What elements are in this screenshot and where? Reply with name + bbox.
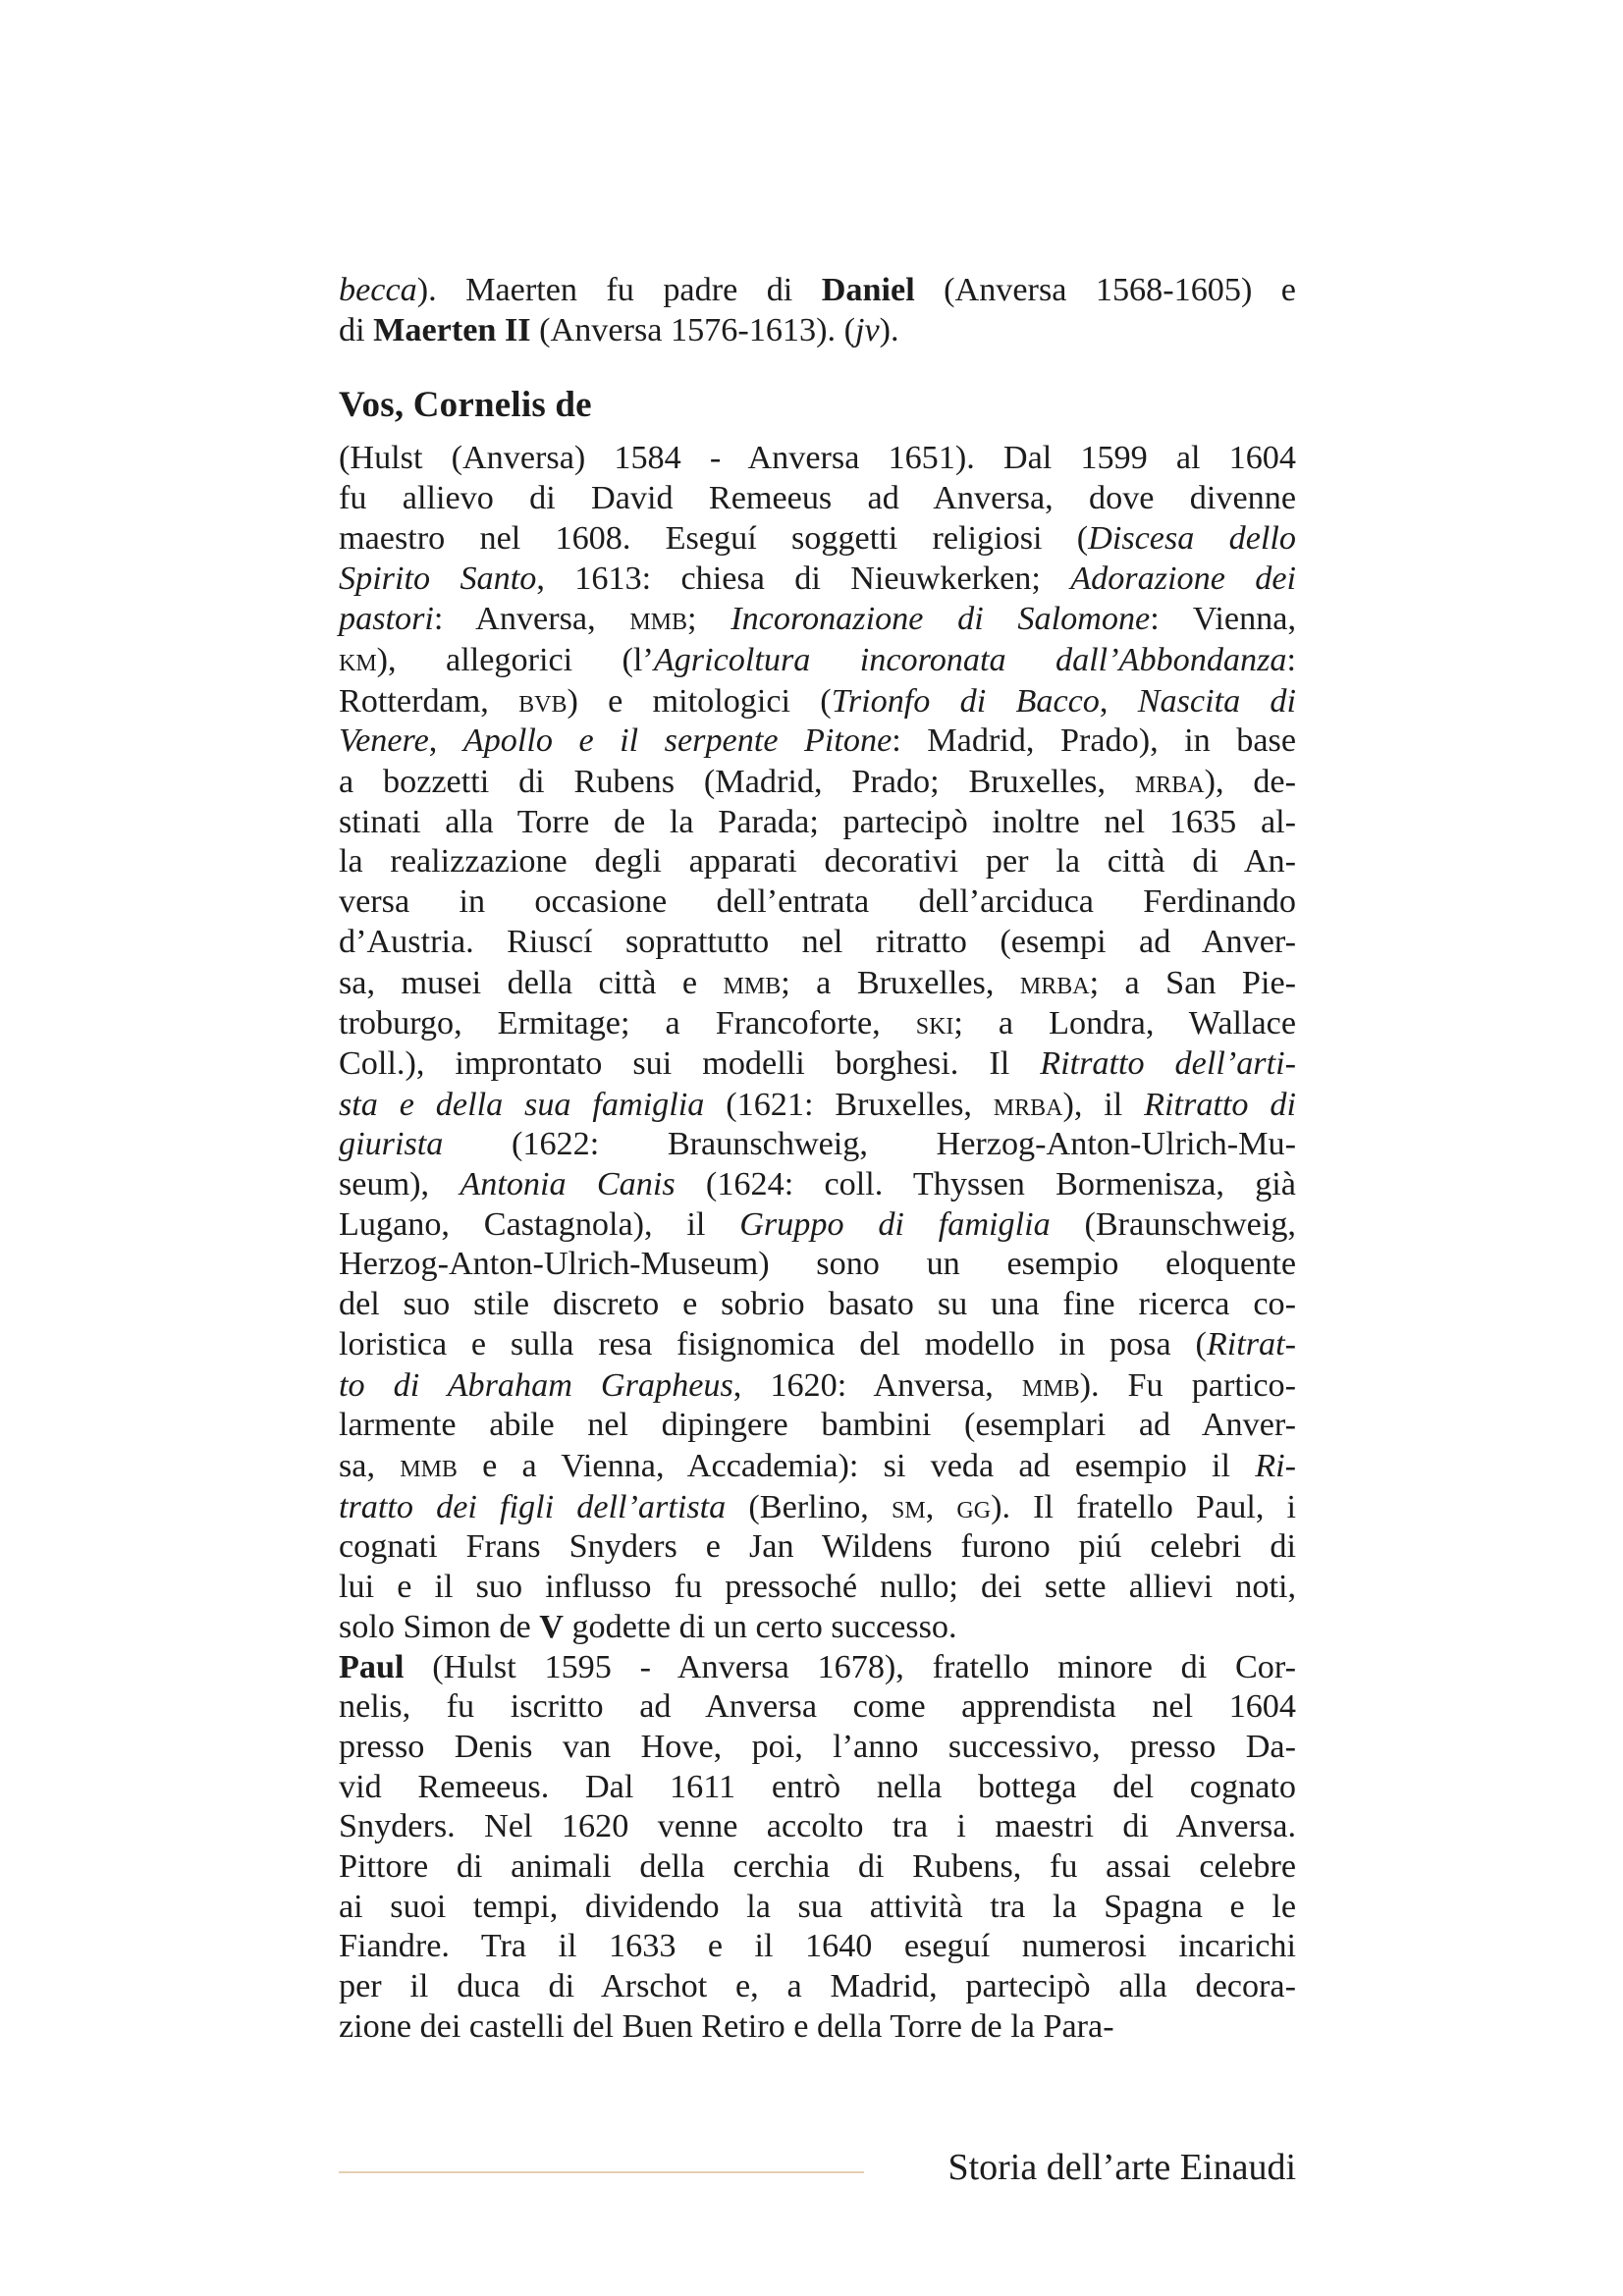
text-line [339,1888,1296,1928]
page-footer [339,2144,1296,2191]
text-line [339,803,1296,843]
text-line [339,1648,1296,1688]
text-run: ; a Londra, Wallace [953,1005,1297,1042]
italic-run: becca [339,272,417,308]
small-caps-run: ski [915,1003,954,1042]
small-caps-run: km [339,639,377,678]
text-run: (1622: Braunschweig, Herzog-Anton-Ulrich-Mu- [443,1126,1296,1163]
text-run: : Madrid, Prado), in base [892,722,1297,760]
small-caps-run: mmb [1021,1364,1080,1404]
text-run: Rotterdam, [339,682,519,720]
bold-run: V [539,1608,564,1645]
text-line [339,311,1296,351]
text-line [339,1003,1296,1044]
italic-run: Ri- [1255,1447,1296,1484]
text-run: ). [879,311,899,348]
text-run: versa in occasione dell’entrata dell’arciduca Ferdinando [339,883,1296,921]
text-run: Herzog-Anton-Ulrich-Museum) sono un esempio eloquente [339,1246,1296,1283]
text-run: seum), [339,1166,460,1203]
text-run: Coll.), improntato sui modelli borghesi. Il [339,1044,1041,1082]
text-run: fu allievo di David Remeeus ad Anversa, dove divenne [339,480,1296,517]
text-run: (Berlino, [726,1488,893,1525]
text-run: sa, [339,1447,401,1484]
text-line [339,1285,1296,1325]
text-line [339,479,1296,519]
cornelis-paragraph [339,439,1296,1647]
entry-heading: Vos, Cornelis de [339,385,592,426]
text-line [339,1768,1296,1808]
text-line [339,762,1296,803]
italic-run: Discesa dello [1088,519,1296,557]
text-run: a bozzetti di Rubens (Madrid, Prado; Bruxelles, [339,764,1135,801]
text-run: , [428,722,463,760]
text-run: ). Il fratello Paul, i [991,1488,1297,1525]
text-line [339,1365,1296,1407]
text-line [339,1728,1296,1768]
text-line [339,271,1296,311]
text-run: nelis, fu iscritto ad Anversa come apprendista nel 1604 [339,1688,1296,1726]
small-caps-run: mmb [723,962,782,1001]
text-run: , [925,1488,957,1525]
text-line [339,439,1296,479]
intro-paragraph [339,271,1296,350]
text-line [339,1967,1296,2007]
text-run: ; a San Pie- [1089,964,1297,1001]
text-line [339,1165,1296,1205]
text-run: ai suoi tempi, dividendo la sua attività tra la Spagna e le [339,1888,1296,1925]
text-run: (Braunschweig, [1050,1205,1296,1243]
text-run: Fiandre. Tra il 1633 e il 1640 eseguí numerosi incarichi [339,1928,1296,1965]
small-caps-run: mrba [1134,762,1205,801]
text-line [339,1927,1296,1967]
text-run: (Anversa 1576-1613). ( [530,311,855,348]
text-line [339,1608,1296,1648]
text-line [339,1847,1296,1888]
text-line [339,2007,1296,2048]
text-run: godette di un certo successo. [563,1608,957,1645]
small-caps-run: mmb [629,599,688,638]
paul-paragraph [339,1648,1296,2048]
text-run: (Anversa 1568-1605) e [914,272,1296,308]
text-run: ), de- [1204,764,1296,801]
italic-run: Agricoltura incoronata dall’Abbondanza [653,641,1287,678]
text-run: zione dei castelli del Buen Retiro e della Torre de la Para- [339,2007,1114,2045]
italic-run: Ritratto di [1144,1086,1296,1123]
text-run: per il duca di Arschot e, a Madrid, partecipò alla decora- [339,1968,1296,2005]
text-run: ), il [1062,1086,1145,1123]
text-line [339,1406,1296,1446]
text-line [339,1687,1296,1728]
small-caps-run: sm [892,1486,926,1525]
italic-run: pastori [339,601,434,638]
text-run: ) e mitologici ( [567,682,832,720]
italic-run: Trionfo di Bacco [831,682,1100,720]
text-run: presso Denis van Hove, poi, l’anno successivo, presso Da- [339,1728,1296,1765]
text-run: , [1099,682,1138,720]
italic-run: Spirito Santo [339,560,537,597]
text-run: sa, musei della città e [339,964,724,1001]
small-caps-run: mrba [1019,962,1090,1001]
text-run: ), allegorici (l’ [376,641,654,678]
text-line [339,1568,1296,1608]
text-run: del suo stile discreto e sobrio basato su una fine ricerca co- [339,1286,1296,1323]
text-line [339,1245,1296,1285]
text-line [339,681,1296,722]
text-run: ). Fu partico- [1079,1366,1296,1404]
italic-run: Antonia Canis [460,1166,676,1203]
text-run: cognati Frans Snyders e Jan Wildens furono piú celebri di [339,1528,1296,1566]
text-run: maestro nel 1608. Eseguí soggetti religiosi ( [339,519,1089,557]
text-run: troburgo, Ermitage; a Francoforte, [339,1005,916,1042]
text-run: ; a Bruxelles, [781,964,1020,1001]
text-line [339,1487,1296,1528]
italic-run: sta e della sua famiglia [339,1086,705,1123]
italic-run: jv [854,311,880,348]
text-line [339,882,1296,923]
text-run: (1624: coll. Thyssen Bormenisza, già [675,1166,1296,1203]
italic-run: Incoronazione di Salomone [730,601,1151,638]
italic-run: Nascita di [1137,682,1297,720]
text-line [339,721,1296,762]
text-line [339,1205,1296,1246]
text-run: stinati alla Torre de la Parada; partecipò inoltre nel 1635 al- [339,803,1296,840]
text-line [339,519,1296,560]
text-line [339,560,1296,600]
italic-run: Ritrat- [1206,1325,1296,1362]
text-run: : [1286,641,1296,678]
footer-rule [339,2171,864,2173]
text-run: e a Vienna, Accademia): si veda ad esempio il [457,1447,1256,1484]
text-line [339,1527,1296,1568]
small-caps-run: mrba [993,1084,1063,1123]
text-line [339,1125,1296,1165]
small-caps-run: bvb [518,680,568,720]
italic-run: Apollo e il serpente Pitone [462,722,893,760]
text-run: , 1620: Anversa, [732,1366,1022,1404]
text-line [339,1325,1296,1365]
text-run: , 1613: chiesa di Nieuwkerken; [536,560,1071,597]
italic-run: Ritratto dell’arti- [1040,1044,1296,1082]
text-run: (Hulst (Anversa) 1584 - Anversa 1651). Dal 1599 al 1604 [339,440,1296,477]
italic-run: Gruppo di famiglia [739,1205,1051,1243]
text-run: loristica e sulla resa fisignomica del modello in posa ( [339,1325,1207,1362]
publication-title: Storia dell’arte Einaudi [947,2147,1296,2188]
text-line [339,842,1296,882]
text-line [339,1044,1296,1085]
small-caps-run: mmb [400,1445,458,1484]
text-run: larmente abile nel dipingere bambini (esemplari ad Anver- [339,1407,1296,1444]
italic-run: Adorazione dei [1070,560,1296,597]
bold-run: Maerten II [373,311,531,348]
text-run: la realizzazione degli apparati decorativi per la città di An- [339,843,1296,881]
text-run: (1621: Bruxelles, [704,1086,994,1123]
text-run: di [339,311,374,348]
text-run: ). Maerten fu padre di [416,272,822,308]
bold-run: Daniel [821,272,915,308]
small-caps-run: gg [956,1486,992,1525]
text-run: Snyders. Nel 1620 venne accolto tra i maestri di Anversa. [339,1808,1296,1845]
text-line [339,963,1296,1004]
text-line [339,1807,1296,1847]
italic-run: tratto dei figli dell’artista [339,1488,727,1525]
text-run: : Anversa, [433,601,630,638]
text-run: : Vienna, [1150,601,1296,638]
text-run: Lugano, Castagnola), il [339,1205,740,1243]
text-run: (Hulst 1595 - Anversa 1678), fratello minore di Cor- [404,1648,1296,1685]
text-run: Pittore di animali della cerchia di Rubens, fu assai celebre [339,1848,1296,1886]
text-line [339,1085,1296,1126]
text-line [339,923,1296,963]
text-line [339,599,1296,640]
text-run: ; [687,601,731,638]
section-gap [339,350,1296,378]
text-run: d’Austria. Riuscí soprattutto nel ritratto (esempi ad Anver- [339,923,1296,960]
text-run: lui e il suo influsso fu pressoché nullo; dei sette allievi noti, [339,1569,1296,1606]
italic-run: to di Abraham Grapheus [339,1366,733,1404]
italic-run: Venere [339,722,429,760]
italic-run: giurista [339,1126,444,1163]
text-run: solo Simon de [339,1608,540,1645]
text-line [339,1446,1296,1487]
article-body [339,271,1296,2048]
text-line [339,640,1296,681]
bold-run: Paul [339,1648,405,1685]
text-run: vid Remeeus. Dal 1611 entrò nella bottega del cognato [339,1768,1296,1805]
